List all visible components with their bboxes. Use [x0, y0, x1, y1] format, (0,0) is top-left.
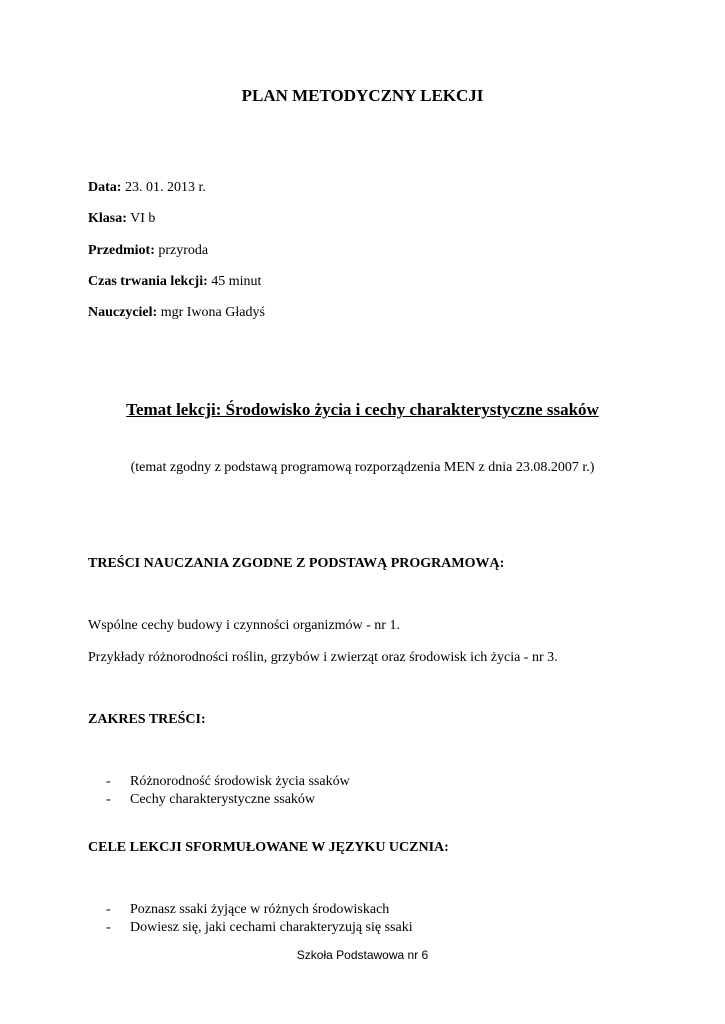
- bullet-marker: -: [106, 902, 111, 917]
- meta-label: Data:: [88, 180, 122, 195]
- curriculum-item: Przykłady różnorodności roślin, grzybów i zwierząt oraz środowisk ich życia - nr 3.: [88, 650, 558, 665]
- meta-value: 23. 01. 2013 r.: [121, 180, 206, 195]
- curriculum-item: Wspólne cechy budowy i czynności organizmów - nr 1.: [88, 618, 400, 633]
- meta-label: Czas trwania lekcji:: [88, 274, 208, 289]
- meta-class: [88, 211, 155, 227]
- section-heading-scope: ZAKRES TREŚCI:: [88, 712, 206, 727]
- page-footer: Szkoła Podstawowa nr 6: [296, 948, 429, 962]
- bullet-marker: -: [106, 774, 111, 789]
- meta-date: [88, 180, 206, 196]
- list-item-text: Cechy charakterystyczne ssaków: [130, 792, 316, 807]
- list-item-text: Poznasz ssaki żyjące w różnych środowiskach: [130, 902, 390, 917]
- list-item: [106, 902, 389, 918]
- list-item: [106, 920, 413, 936]
- lesson-topic-text: Temat lekcji: Środowisko życia i cechy charakterystyczne ssaków: [126, 400, 599, 419]
- meta-subject: [88, 243, 208, 259]
- lesson-topic-note: (temat zgodny z podstawą programową rozporządzenia MEN z dnia 23.08.2007 r.): [130, 460, 595, 475]
- bullet-marker: -: [106, 920, 111, 935]
- list-item-text: Różnorodność środowisk życia ssaków: [130, 774, 350, 789]
- meta-value: VI b: [126, 211, 156, 226]
- meta-label: Przedmiot:: [88, 243, 155, 258]
- section-heading-goals: CELE LEKCJI SFORMUŁOWANE W JĘZYKU UCZNIA:: [88, 840, 449, 855]
- meta-label: Klasa:: [88, 211, 127, 226]
- lesson-topic: [0, 400, 725, 420]
- meta-teacher: [88, 305, 265, 321]
- section-heading-curriculum: TREŚCI NAUCZANIA ZGODNE Z PODSTAWĄ PROGRAMOWĄ:: [88, 556, 505, 571]
- list-item-text: Dowiesz się, jaki cechami charakteryzują się ssaki: [130, 920, 413, 935]
- list-item: [106, 792, 315, 808]
- meta-value: przyroda: [154, 243, 209, 258]
- list-item: [106, 774, 350, 790]
- meta-label: Nauczyciel:: [88, 305, 158, 320]
- meta-duration: [88, 274, 261, 290]
- document-title: PLAN METODYCZNY LEKCJI: [241, 86, 484, 105]
- bullet-marker: -: [106, 792, 111, 807]
- meta-value: mgr Iwona Gładyś: [157, 305, 265, 320]
- meta-value: 45 minut: [207, 274, 262, 289]
